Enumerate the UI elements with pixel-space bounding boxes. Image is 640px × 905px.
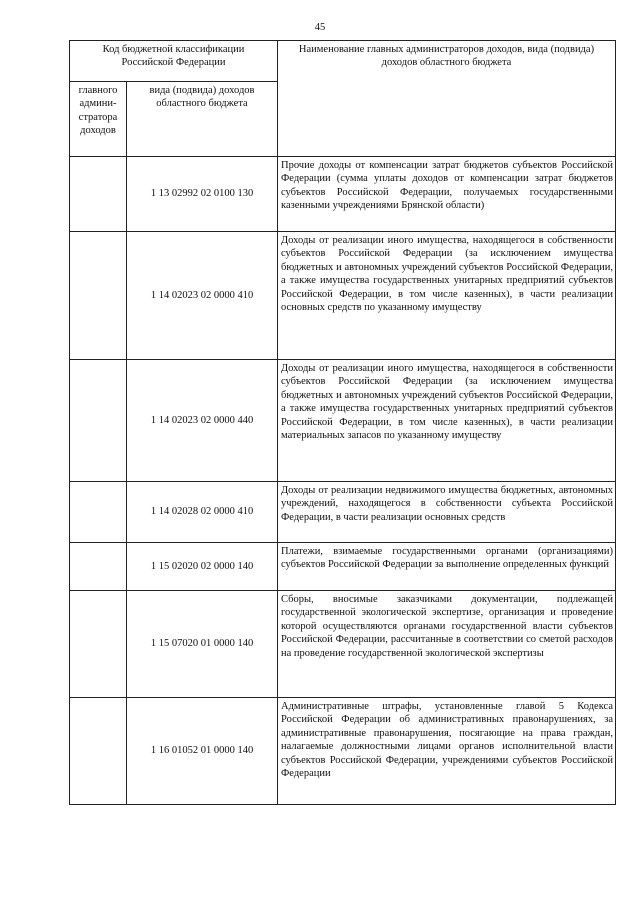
income-code-cell: 1 13 02992 02 0100 130 xyxy=(127,157,278,232)
header-classification-code: Код бюджетной классификации Российской Федерации xyxy=(70,41,278,82)
table-header-row xyxy=(70,41,616,82)
income-code-cell: 1 14 02028 02 0000 410 xyxy=(127,482,278,543)
table-row xyxy=(70,543,616,591)
header-main-administrator: главного админи-стратора доходов xyxy=(70,82,127,157)
income-code-cell: 1 16 01052 01 0000 140 xyxy=(127,698,278,805)
admin-code-cell xyxy=(70,591,127,698)
admin-code-cell xyxy=(70,157,127,232)
income-name-cell: Доходы от реализации иного имущества, находящегося в собственности субъектов Российской Федерации (за исключением имущества бюджетных и автономных учреждений субъектов Российской Федерации, а также имущества государственных унитарных предприятий субъектов Российской Федерации, в том числе казенных), в части реализации основных средств по указанному имуществу xyxy=(278,232,616,360)
income-name-cell: Административные штрафы, установленные главой 5 Кодекса Российской Федерации об административных правонарушениях, за административные правонарушения, посягающие на права граждан, налагаемые должностными лицами органов исполнительной власти субъектов Российской Федерации, учреждениями субъектов Российской Федерации xyxy=(278,698,616,805)
income-code-cell: 1 14 02023 02 0000 440 xyxy=(127,360,278,482)
table-row xyxy=(70,360,616,482)
income-name-cell: Сборы, вносимые заказчиками документации, подлежащей государственной экологической экспертизе, организация и проведение которой осуществляются органами государственной власти субъектов Российской Федерации, рассчитанные в соответствии со сметой расходов на проведение государственной экологической экспертизы xyxy=(278,591,616,698)
income-name-cell: Доходы от реализации иного имущества, находящегося в собственности субъектов Российской Федерации (за исключением имущества бюджетных и автономных учреждений субъектов Российской Федерации, а также имущества государственных унитарных предприятий субъектов Российской Федерации, в том числе казенных), в части реализации материальных запасов по указанному имуществу xyxy=(278,360,616,482)
admin-code-cell xyxy=(70,232,127,360)
header-income-type: вида (подвида) доходов областного бюджета xyxy=(127,82,278,157)
page-number: 45 xyxy=(314,22,326,33)
income-name-cell: Доходы от реализации недвижимого имущества бюджетных, автономных учреждений, находящегося в собственности субъекта Российской Федерации, в части реализации основных средств xyxy=(278,482,616,543)
admin-code-cell xyxy=(70,360,127,482)
income-code-cell: 1 15 07020 01 0000 140 xyxy=(127,591,278,698)
budget-classification-table xyxy=(69,40,616,805)
admin-code-cell xyxy=(70,543,127,591)
table-row xyxy=(70,157,616,232)
income-name-cell: Платежи, взимаемые государственными органами (организациями) субъектов Российской Федерации за выполнение определенных функций xyxy=(278,543,616,591)
admin-code-cell xyxy=(70,482,127,543)
income-code-cell: 1 14 02023 02 0000 410 xyxy=(127,232,278,360)
table-row xyxy=(70,232,616,360)
header-administrator-name: Наименование главных администраторов доходов, вида (подвида) доходов областного бюджета xyxy=(278,41,616,157)
table-row xyxy=(70,482,616,543)
admin-code-cell xyxy=(70,698,127,805)
table-row xyxy=(70,591,616,698)
table-row xyxy=(70,698,616,805)
income-name-cell: Прочие доходы от компенсации затрат бюджетов субъектов Российской Федерации (сумма уплаты доходов от компенсации затрат бюджетов субъектов Российской Федерации, получаемых государственными казенными учреждениями Брянской области) xyxy=(278,157,616,232)
income-code-cell: 1 15 02020 02 0000 140 xyxy=(127,543,278,591)
